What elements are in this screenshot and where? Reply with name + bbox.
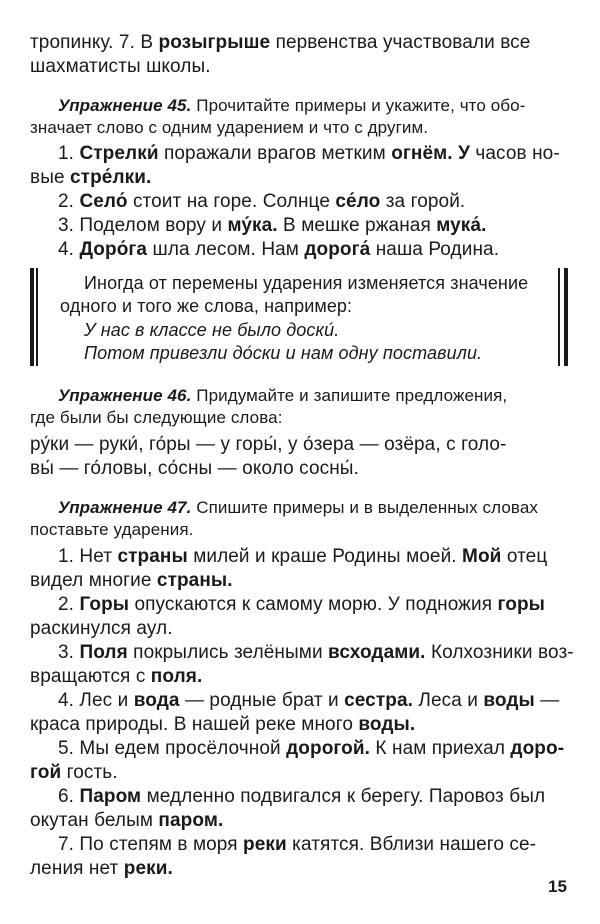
text: — <box>534 690 560 711</box>
exercise-47-sentence-3 <box>58 641 574 665</box>
exercise-47-sentence-7 <box>58 833 536 857</box>
bold-word: реки <box>243 834 287 855</box>
exercise-47-task-line-1 <box>58 496 538 520</box>
text: за горой. <box>380 191 466 212</box>
text: 1. <box>58 143 80 164</box>
exercise-47-sentence-4 <box>58 689 559 713</box>
text: вращаются с <box>30 666 151 687</box>
bold-word: горы <box>497 594 545 615</box>
exercise-47-sentence-6-cont <box>30 809 223 833</box>
text: наша Родина. <box>370 239 500 260</box>
rule-line-2: одного и того же слова, например: <box>60 296 353 316</box>
exercise-45-task-line-2: значает слово с одним ударением и что с другим. <box>30 118 429 137</box>
bold-word: се́ло <box>335 191 381 212</box>
text: — родные брат и <box>179 690 345 711</box>
bold-word: всходами. <box>328 642 426 663</box>
exercise-46-task: Придумайте и запишите предложения, <box>191 386 508 405</box>
exercise-45-sentence-2 <box>58 190 465 214</box>
text: покрылись зелёными <box>127 642 329 663</box>
text: Колхозники воз- <box>425 642 574 663</box>
bold-word: реки. <box>123 858 173 879</box>
text: краса природы. В нашей реке много <box>30 714 359 735</box>
intro-line-1 <box>30 31 530 55</box>
exercise-46-words-line-2: вы́ — го́ловы, со́сны — около сосны́. <box>30 458 359 479</box>
page-number: 15 <box>548 877 567 896</box>
text: 4. Лес и <box>58 690 134 711</box>
text: ления нет <box>30 858 124 879</box>
text: 5. Мы едем просёлочной <box>58 738 287 759</box>
bold-word: Паром <box>79 786 142 807</box>
exercise-47-sentence-3-cont <box>30 665 202 689</box>
text: отец <box>501 546 548 567</box>
bold-word: Село́ <box>79 191 128 212</box>
exercise-47-title: Упражнение 47. <box>58 498 192 517</box>
bold-word: страны. <box>156 570 233 591</box>
text: видел многие <box>30 570 157 591</box>
exercise-47-sentence-1-cont <box>30 569 233 593</box>
text: 4. <box>58 239 80 260</box>
text: 3. <box>58 642 80 663</box>
intro-bold-word: розыгрыше <box>158 32 271 53</box>
exercise-47-sentence-7-cont <box>30 857 173 881</box>
exercise-46-task-line-2: где были бы следующие слова: <box>30 408 283 427</box>
bold-word: му́ка. <box>227 215 278 236</box>
exercise-46-task-line-1 <box>58 384 507 408</box>
exercise-47-sentence-2 <box>58 593 545 617</box>
exercise-47-task: Спишите примеры и в выделенных словах <box>191 498 539 517</box>
text: окутан белым <box>30 810 159 831</box>
text: 2. <box>58 594 80 615</box>
text: гость. <box>61 762 118 783</box>
bold-word: Стрелки́ <box>79 143 159 164</box>
rule-right-bar-thin <box>558 268 560 366</box>
exercise-45-title: Упражнение 45. <box>58 96 192 115</box>
text: часов но- <box>469 143 560 164</box>
exercise-47-sentence-6 <box>58 785 545 809</box>
bold-word: поля. <box>150 666 203 687</box>
bold-word: дорога́ <box>304 239 371 260</box>
intro-text: первенства участвовали все <box>270 32 531 53</box>
exercise-47-sentence-4-cont <box>30 713 415 737</box>
exercise-45-sentence-1 <box>58 142 560 166</box>
bold-word: Мой <box>462 546 502 567</box>
rule-example-2: Потом привезли до́ски и нам одну поставили. <box>84 343 483 363</box>
text: 7. По степям в моря <box>58 834 244 855</box>
bold-word: стре́лки. <box>70 167 152 188</box>
bold-word: гой <box>30 762 62 783</box>
bold-word: воды <box>483 690 535 711</box>
text: поражали врагов метким <box>158 143 392 164</box>
rule-line-1: Иногда от перемены ударения изменяется значение <box>84 273 529 293</box>
exercise-45-sentence-4 <box>58 238 499 262</box>
text: В мешке ржаная <box>277 215 437 236</box>
text: 1. Нет <box>58 546 118 567</box>
exercise-45-sentence-3 <box>58 214 486 238</box>
exercise-46-words-line-1: ру́ки — руки́, го́ры — у горы́, у о́зера — озёра, с голо- <box>30 434 507 455</box>
text: 3. Поделом вору и <box>58 215 228 236</box>
exercise-47-sentence-5 <box>58 737 564 761</box>
text: 2. <box>58 191 80 212</box>
exercise-45-sentence-1-cont <box>30 166 151 190</box>
text: опускаются к самому морю. У подножия <box>129 594 498 615</box>
exercise-47-sentence-5-cont <box>30 761 118 785</box>
intro-text: тропинку. 7. В <box>30 32 159 53</box>
bold-word: мука́. <box>436 215 487 236</box>
exercise-47-sentence-1 <box>58 545 547 569</box>
exercise-45-task-line-1 <box>58 94 525 118</box>
bold-word: дорогой. <box>286 738 371 759</box>
bold-word: паром. <box>158 810 224 831</box>
bold-word: сестра. <box>344 690 414 711</box>
bold-word: страны <box>117 546 188 567</box>
bold-word: воды. <box>358 714 416 735</box>
intro-line-2: шахматисты школы. <box>30 56 211 77</box>
bold-word: Доро́га <box>79 239 148 260</box>
rule-example-1: У нас в классе не было доски́. <box>84 320 340 340</box>
text: К нам приехал <box>370 738 511 759</box>
exercise-47-task-line-2: поставьте ударения. <box>30 520 194 539</box>
exercise-45-task: Прочитайте примеры и укажите, что обо- <box>191 96 526 115</box>
text: медленно подвигался к берегу. Паровоз был <box>141 786 546 807</box>
text: милей и краше Родины моей. <box>187 546 463 567</box>
text: 6. <box>58 786 80 807</box>
exercise-46-title: Упражнение 46. <box>58 386 192 405</box>
bold-word: доро- <box>510 738 565 759</box>
text: вые <box>30 167 70 188</box>
bold-word: огнём. У <box>391 143 470 164</box>
rule-left-bar <box>30 268 34 366</box>
rule-left-bar-thin <box>36 268 38 366</box>
exercise-47-sentence-2-cont: раскинулся аул. <box>30 618 173 639</box>
text: стоит на горе. Солнце <box>127 191 336 212</box>
rule-right-bar <box>564 268 568 366</box>
text: катятся. Вблизи нашего се- <box>286 834 537 855</box>
bold-word: Горы <box>79 594 130 615</box>
text: Леса и <box>413 690 484 711</box>
bold-word: вода <box>133 690 180 711</box>
bold-word: Поля <box>79 642 128 663</box>
text: шла лесом. Нам <box>147 239 305 260</box>
